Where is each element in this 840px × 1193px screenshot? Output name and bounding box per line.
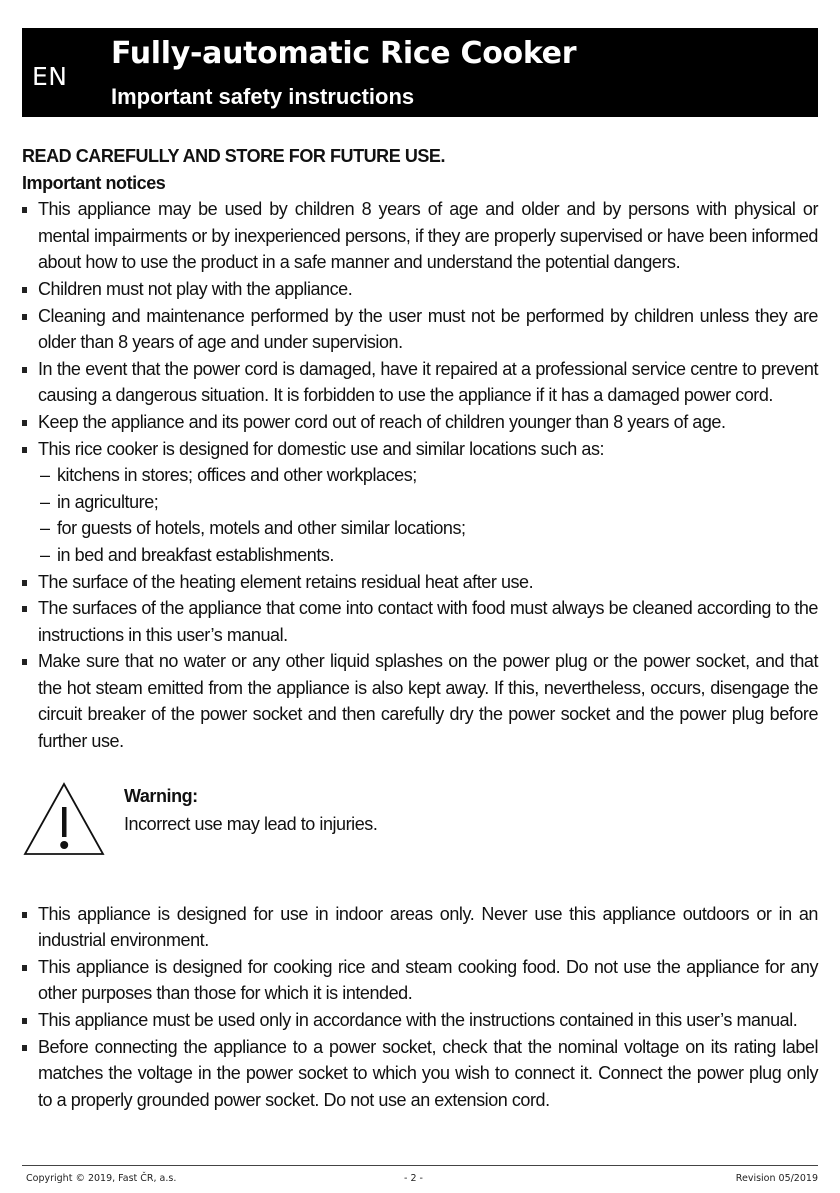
list-item: In the event that the power cord is damaged, have it repaired at a professional service centre to prevent causing a dangerous situation. It is forbidden to use the appliance if it has a damaged power cord.: [22, 356, 818, 409]
list-item: This appliance must be used only in accordance with the instructions contained in this user’s manual.: [22, 1007, 818, 1034]
list-item: This appliance is designed for cooking rice and steam cooking food. Do not use the appliance for any other purposes than those for which it is intended.: [22, 954, 818, 1007]
page-number: - 2 -: [404, 1173, 423, 1184]
list-item: Children must not play with the appliance.: [22, 276, 818, 303]
sub-list-item: – for guests of hotels, motels and other similar locations;: [38, 515, 818, 542]
important-notices-heading: Important notices: [22, 172, 166, 193]
list-item: The surfaces of the appliance that come into contact with food must always be cleaned according to the instructions in this user’s manual.: [22, 595, 818, 648]
sub-list-item: – in bed and breakfast establishments.: [38, 542, 818, 569]
document-title: Fully-automatic Rice Cooker: [111, 36, 577, 71]
document-subtitle: Important safety instructions: [111, 84, 415, 109]
page-footer: [22, 1165, 818, 1193]
list-item-domestic-use: [22, 436, 818, 569]
domestic-use-sublist: [38, 462, 818, 568]
list-item: Make sure that no water or any other liquid splashes on the power plug or the power socket, and that the hot steam emitted from the appliance is also kept away. If this, nevertheless, occurs, disengage the circuit breaker of the power socket and then carefully dry the power socket and the power plug before further use.: [22, 648, 818, 754]
warning-triangle-icon: [22, 781, 106, 857]
page-content: [22, 143, 818, 1113]
revision-text: Revision 05/2019: [735, 1173, 818, 1184]
sub-list-item: – kitchens in stores; offices and other workplaces;: [38, 462, 818, 489]
list-item: Cleaning and maintenance performed by the user must not be performed by children unless they are older than 8 years of age and under supervision.: [22, 303, 818, 356]
warning-title: Warning:: [124, 785, 198, 806]
copyright-text: Copyright © 2019, Fast ČR, a.s.: [26, 1173, 177, 1184]
warning-text: Incorrect use may lead to injuries.: [124, 813, 378, 834]
list-item: The surface of the heating element retains residual heat after use.: [22, 569, 818, 596]
list-item: Before connecting the appliance to a power socket, check that the nominal voltage on its rating label matches the voltage in the power socket to which you wish to connect it. Connect the power plug only to a properly grounded power socket. Do not use an extension cord.: [22, 1034, 818, 1114]
sub-list-item: – in agriculture;: [38, 489, 818, 516]
list-item: This appliance may be used by children 8 years of age and older and by persons with physical or mental impairments or by inexperienced persons, if they are properly supervised or have been informed about how to use the product in a safe manner and understand the potential dangers.: [22, 196, 818, 276]
domestic-use-text: This rice cooker is designed for domestic use and similar locations such as:: [38, 438, 605, 459]
read-carefully-notice: READ CAREFULLY AND STORE FOR FUTURE USE.: [22, 146, 446, 166]
notices-list: [22, 196, 818, 754]
warning-box: [22, 769, 818, 887]
language-code: EN: [32, 62, 68, 91]
usage-list: [22, 901, 818, 1114]
list-item: Keep the appliance and its power cord out of reach of children younger than 8 years of age.: [22, 409, 818, 436]
page-header: [22, 28, 818, 117]
list-item: This appliance is designed for use in indoor areas only. Never use this appliance outdoors or in an industrial environment.: [22, 901, 818, 954]
